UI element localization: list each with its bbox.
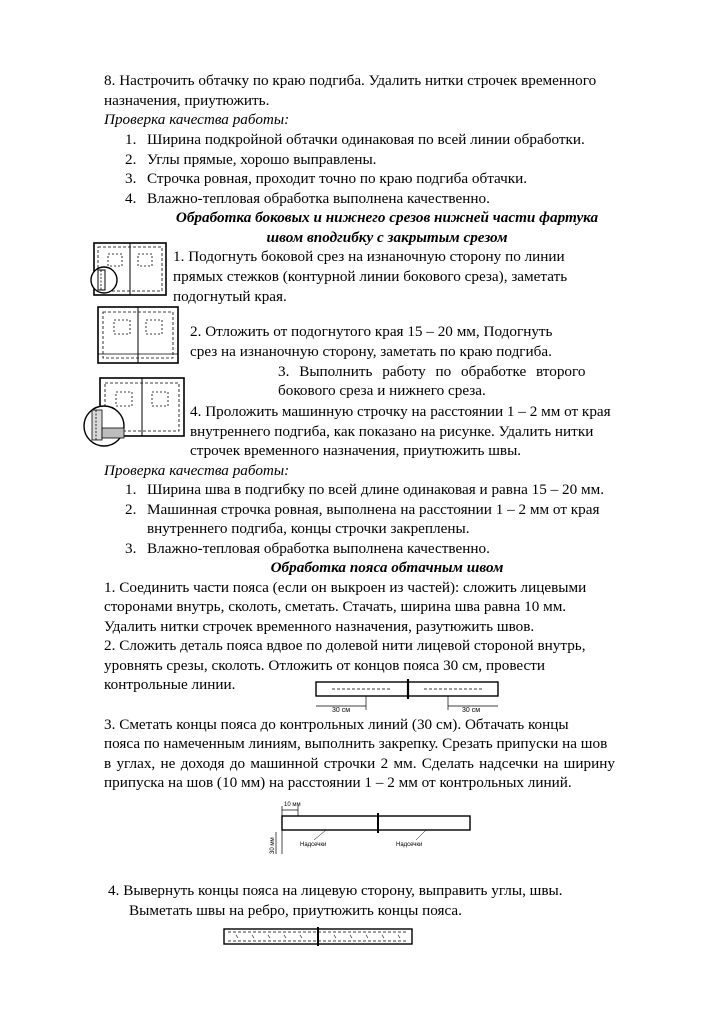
finished-belt-figure [222, 926, 414, 948]
dim-label-left: 30 см [332, 707, 351, 714]
check-item-continuation: внутреннего подгиба, концы строчки закреплены. [147, 520, 470, 537]
section2-step2-line1: 2. Отложить от подогнутого края 15 – 20 мм, Подогнуть [190, 323, 553, 340]
dim-side-label: 30 мм [270, 837, 276, 854]
section-title: Обработка боковых и нижнего срезов нижней части фартука [175, 209, 599, 226]
belt-notches-figure [266, 796, 474, 858]
section3-p1-line3: Удалить нитки строчек временного назначения, разутюжить швов. [104, 618, 535, 635]
section-title: Обработка пояса обтачным швом [270, 559, 504, 576]
apron-fold-figure-3 [82, 374, 190, 454]
section3-p2-line1: 2. Сложить деталь пояса вдвое по долевой нити лицевой стороной внутрь, [104, 637, 586, 654]
section3-p1-line2: сторонами внутрь, сколоть, сметать. Стачать, ширина шва равна 10 мм. [104, 598, 567, 615]
section2-step4-line2: внутреннего подгиба, как показано на рисунке. Удалить нитки [190, 423, 594, 440]
step8-line2: назначения, приутюжить. [104, 92, 270, 109]
section3-p2-line2: уровнять срезы, сколоть. Отложить от концов пояса 30 см, провести [104, 657, 546, 674]
section2-step1-line1: 1. Подогнуть боковой срез на изнаночную сторону по линии [173, 248, 565, 265]
check-item: 2. Машинная строчка ровная, выполнена на расстоянии 1 – 2 мм от края [125, 501, 600, 518]
section2-step2-line2: срез на изнаночную сторону, заметать по краю подгиба. [190, 343, 552, 360]
quality-check-heading: Проверка качества работы: [104, 111, 290, 128]
dim-label-right: 30 см [462, 707, 481, 714]
notch-label-right: Надсечки [396, 842, 423, 848]
section2-step3-line1: 3. Выполнить работу по обработке второго [278, 363, 586, 380]
check-item: 4. Влажно-тепловая обработка выполнена качественно. [125, 190, 490, 207]
section3-p3-line1: 3. Сметать концы пояса до контрольных линий (30 см). Обтачать концы [104, 716, 569, 733]
section2-step4-line3: строчек временного назначения, приутюжить швы. [190, 442, 522, 459]
check-item: 3. Строчка ровная, проходит точно по краю подгиба обтачки. [125, 170, 528, 187]
belt-control-lines-figure [314, 676, 504, 714]
section-title: швом вподгибку с закрытым срезом [266, 229, 508, 246]
section3-p3-line2: пояса по намеченным линиям, выполнить закрепку. Срезать припуски на шов [104, 735, 608, 752]
section2-step4-line1: 4. Проложить машинную строчку на расстоянии 1 – 2 мм от края [190, 403, 611, 420]
dim-top-label: 10 мм [284, 802, 301, 808]
section3-p2-line3: контрольные линии. [104, 676, 236, 693]
apron-fold-figure-2 [94, 304, 186, 368]
section2-step1-line3: подогнутый края. [173, 288, 287, 305]
quality-check-heading: Проверка качества работы: [104, 462, 290, 479]
check-item: 3. Влажно-тепловая обработка выполнена качественно. [125, 540, 490, 557]
section3-p4-line2: Выметать швы на ребро, приутюжить концы пояса. [129, 902, 462, 919]
section3-p1-line1: 1. Соединить части пояса (если он выкроен из частей): сложить лицевыми [104, 579, 587, 596]
section2-step3-line2: бокового среза и нижнего среза. [278, 382, 486, 399]
step8-line1: 8. Настрочить обтачку по краю подгиба. Удалить нитки строчек временного [104, 72, 597, 89]
check-item: 1. Ширина шва в подгибку по всей длине одинаковая и равна 15 – 20 мм. [125, 481, 604, 498]
section3-p4-line1: 4. Вывернуть концы пояса на лицевую сторону, выправить углы, швы. [108, 882, 563, 899]
section3-p3-line4: припуска на шов (10 мм) на расстоянии 1 – 2 мм от контрольных линий. [104, 774, 572, 791]
apron-fold-figure-1 [84, 240, 176, 304]
check-item: 2. Углы прямые, хорошо выправлены. [125, 151, 377, 168]
check-item: 1. Ширина подкройной обтачки одинаковая по всей линии обработки. [125, 131, 585, 148]
notch-label-left: Надсечки [300, 842, 327, 848]
section2-step1-line2: прямых стежков (контурной линии бокового среза), заметать [173, 268, 568, 285]
section3-p3-line3: в углах, не доходя до машинной строчки 2 мм. Сделать надсечки на ширину [104, 755, 615, 772]
